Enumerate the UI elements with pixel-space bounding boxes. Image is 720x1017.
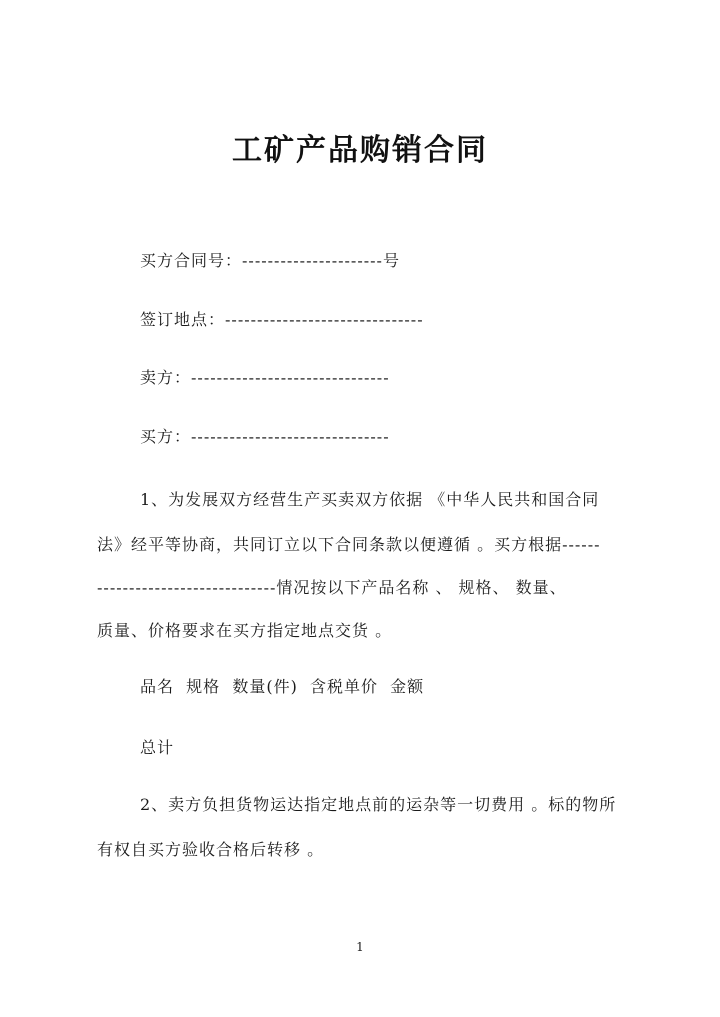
clause-1-line-2: 法》经平等协商，共同订立以下合同条款以便遵循 。买方根据------ — [97, 535, 601, 554]
product-table-header: 品名 规格 数量(件) 含税单价 金额 — [140, 677, 425, 696]
field-buyer: 买方：------------------------------- — [140, 427, 390, 446]
clause-1-line-1: 1、为发展双方经营生产买卖双方依据 《中华人民共和国合同 — [140, 490, 600, 509]
clause-1-line-3: ----------------------------情况按以下产品名称 、 规格、 数量、 — [97, 578, 567, 597]
clause-1-line-4: 质量、价格要求在买方指定地点交货 。 — [97, 621, 393, 640]
field-signing-place: 签订地点：------------------------------- — [140, 310, 424, 329]
document-title: 工矿产品购销合同 — [232, 133, 488, 168]
clause-2-line-2: 有权自买方验收合格后转移 。 — [97, 840, 325, 859]
clause-2-line-1: 2、卖方负担货物运达指定地点前的运杂等一切费用 。标的物所 — [140, 795, 617, 814]
field-seller: 卖方：------------------------------- — [140, 368, 390, 387]
total-label: 总计 — [140, 738, 175, 757]
field-buyer-contract-no: 买方合同号：----------------------号 — [140, 251, 400, 270]
page-number: 1 — [356, 940, 364, 954]
